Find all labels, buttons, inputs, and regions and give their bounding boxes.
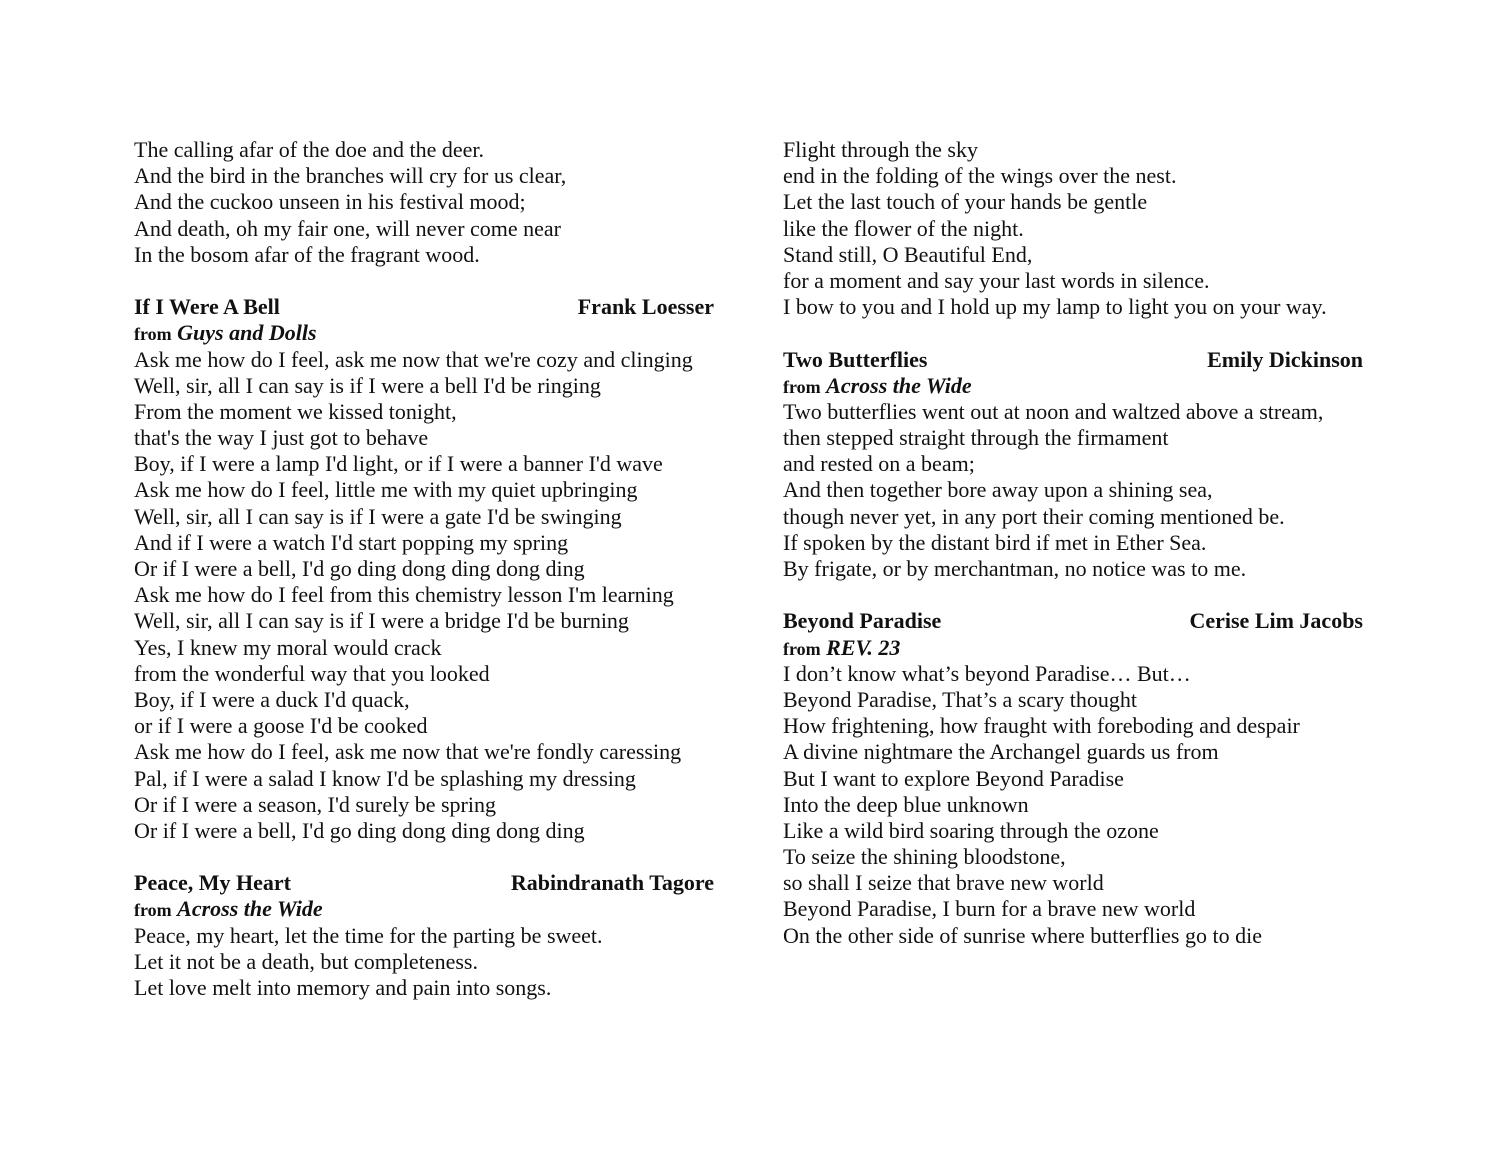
song-author: Emily Dickinson [1207, 346, 1363, 372]
song-author: Frank Loesser [577, 294, 714, 320]
lyric-line: Like a wild bird soaring through the ozone [783, 817, 1159, 843]
verse-line: And the bird in the branches will cry for us clear, [134, 163, 567, 189]
song-title: Peace, My Heart [134, 870, 291, 896]
lyric-line: though never yet, in any port their coming mentioned be. [783, 503, 1285, 529]
lyric-line: Peace, my heart, let the time for the parting be sweet. [134, 922, 603, 948]
lyric-line: Boy, if I were a lamp I'd light, or if I were a banner I'd wave [134, 451, 663, 477]
source-from-label: from [783, 638, 821, 659]
lyric-line: But I want to explore Beyond Paradise [783, 765, 1124, 791]
song-author: Cerise Lim Jacobs [1189, 608, 1363, 634]
lyric-line: Into the deep blue unknown [783, 791, 1029, 817]
lyric-line: Well, sir, all I can say is if I were a bell I'd be ringing [134, 372, 601, 398]
source-from-label: from [783, 376, 821, 397]
lyric-line: Or if I were a bell, I'd go ding dong ding dong ding [134, 817, 585, 843]
stanza-gap [134, 844, 724, 870]
lyric-line: then stepped straight through the firmament [783, 425, 1169, 451]
song-author: Rabindranath Tagore [510, 870, 714, 896]
stanza-gap [134, 268, 724, 294]
verse-line: for a moment and say your last words in silence. [783, 267, 1210, 293]
lyric-line: and rested on a beam; [783, 451, 975, 477]
lyric-line: so shall I seize that brave new world [783, 870, 1104, 896]
right-column [783, 137, 1373, 949]
lyric-line: Pal, if I were a salad I know I'd be splashing my dressing [134, 765, 636, 791]
lyric-line: Or if I were a bell, I'd go ding dong ding dong ding [134, 556, 585, 581]
source-work-title: Across the Wide [826, 372, 972, 398]
verse-line: In the bosom afar of the fragrant wood. [134, 241, 480, 267]
lyric-line: Ask me how do I feel, ask me now that we're cozy and clinging [134, 346, 693, 372]
song-heading [134, 294, 714, 320]
source-work-title: Guys and Dolls [177, 320, 317, 346]
song-heading [783, 608, 1363, 634]
lyric-line: How frightening, how fraught with foreboding and despair [783, 713, 1300, 739]
lyric-line: And if I were a watch I'd start popping my spring [134, 529, 569, 555]
lyric-line: On the other side of sunrise where butterflies go to die [783, 922, 1262, 948]
song-title: Two Butterflies [783, 346, 928, 372]
lyric-line: Boy, if I were a duck I'd quack, [134, 686, 410, 712]
song-source [134, 896, 724, 922]
verse-line: Flight through the sky [783, 137, 978, 162]
lyric-line: Let love melt into memory and pain into songs. [134, 975, 552, 1000]
lyric-line: I don’t know what’s beyond Paradise… But… [783, 660, 1191, 686]
song-source [134, 320, 724, 346]
verse-line: like the flower of the night. [783, 215, 1024, 241]
song-heading [783, 347, 1363, 373]
source-work-title: REV. 23 [826, 634, 901, 660]
lyric-line: Beyond Paradise, I burn for a brave new world [783, 896, 1196, 922]
lyric-line: If spoken by the distant bird if met in Ether Sea. [783, 529, 1207, 555]
lyric-line: Well, sir, all I can say is if I were a bridge I'd be burning [134, 608, 629, 634]
stanza-gap [783, 320, 1373, 346]
lyric-line: Ask me how do I feel from this chemistry lesson I'm learning [134, 582, 674, 608]
lyric-line: And then together bore away upon a shining sea, [783, 477, 1213, 503]
lyric-line: Beyond Paradise, That’s a scary thought [783, 686, 1137, 712]
lyric-line: Ask me how do I feel, little me with my quiet upbringing [134, 477, 638, 503]
lyric-line: Yes, I knew my moral would crack [134, 634, 442, 660]
left-column [134, 137, 724, 1001]
verse-line: Stand still, O Beautiful End, [783, 241, 1033, 267]
lyric-line: From the moment we kissed tonight, [134, 398, 457, 424]
verse-line: And death, oh my fair one, will never come near [134, 215, 562, 241]
verse-line: Let the last touch of your hands be gentle [783, 189, 1148, 215]
lyric-line: To seize the shining bloodstone, [783, 844, 1066, 870]
lyric-line: Or if I were a season, I'd surely be spring [134, 791, 496, 817]
song-source [783, 635, 1373, 661]
lyric-line: By frigate, or by merchantman, no notice was to me. [783, 556, 1247, 581]
lyric-line: that's the way I just got to behave [134, 425, 429, 451]
lyric-line: A divine nightmare the Archangel guards us from [783, 739, 1219, 765]
stanza-gap [783, 582, 1373, 608]
lyric-line: Ask me how do I feel, ask me now that we're fondly caressing [134, 739, 682, 765]
source-from-label: from [134, 324, 172, 345]
lyric-line: from the wonderful way that you looked [134, 660, 490, 686]
song-title: Beyond Paradise [783, 608, 942, 634]
lyric-line: Let it not be a death, but completeness. [134, 948, 478, 974]
verse-line: I bow to you and I hold up my lamp to light you on your way. [783, 294, 1327, 320]
source-work-title: Across the Wide [177, 896, 323, 922]
verse-line: The calling afar of the doe and the deer. [134, 137, 485, 162]
source-from-label: from [134, 900, 172, 921]
song-source [783, 373, 1373, 399]
verse-line: end in the folding of the wings over the nest. [783, 163, 1177, 189]
lyric-line: or if I were a goose I'd be cooked [134, 713, 428, 739]
song-heading [134, 870, 714, 896]
song-title: If I Were A Bell [134, 294, 280, 320]
lyric-line: Two butterflies went out at noon and waltzed above a stream, [783, 398, 1324, 424]
verse-line: And the cuckoo unseen in his festival mood; [134, 189, 526, 215]
lyric-line: Well, sir, all I can say is if I were a gate I'd be swinging [134, 503, 622, 529]
